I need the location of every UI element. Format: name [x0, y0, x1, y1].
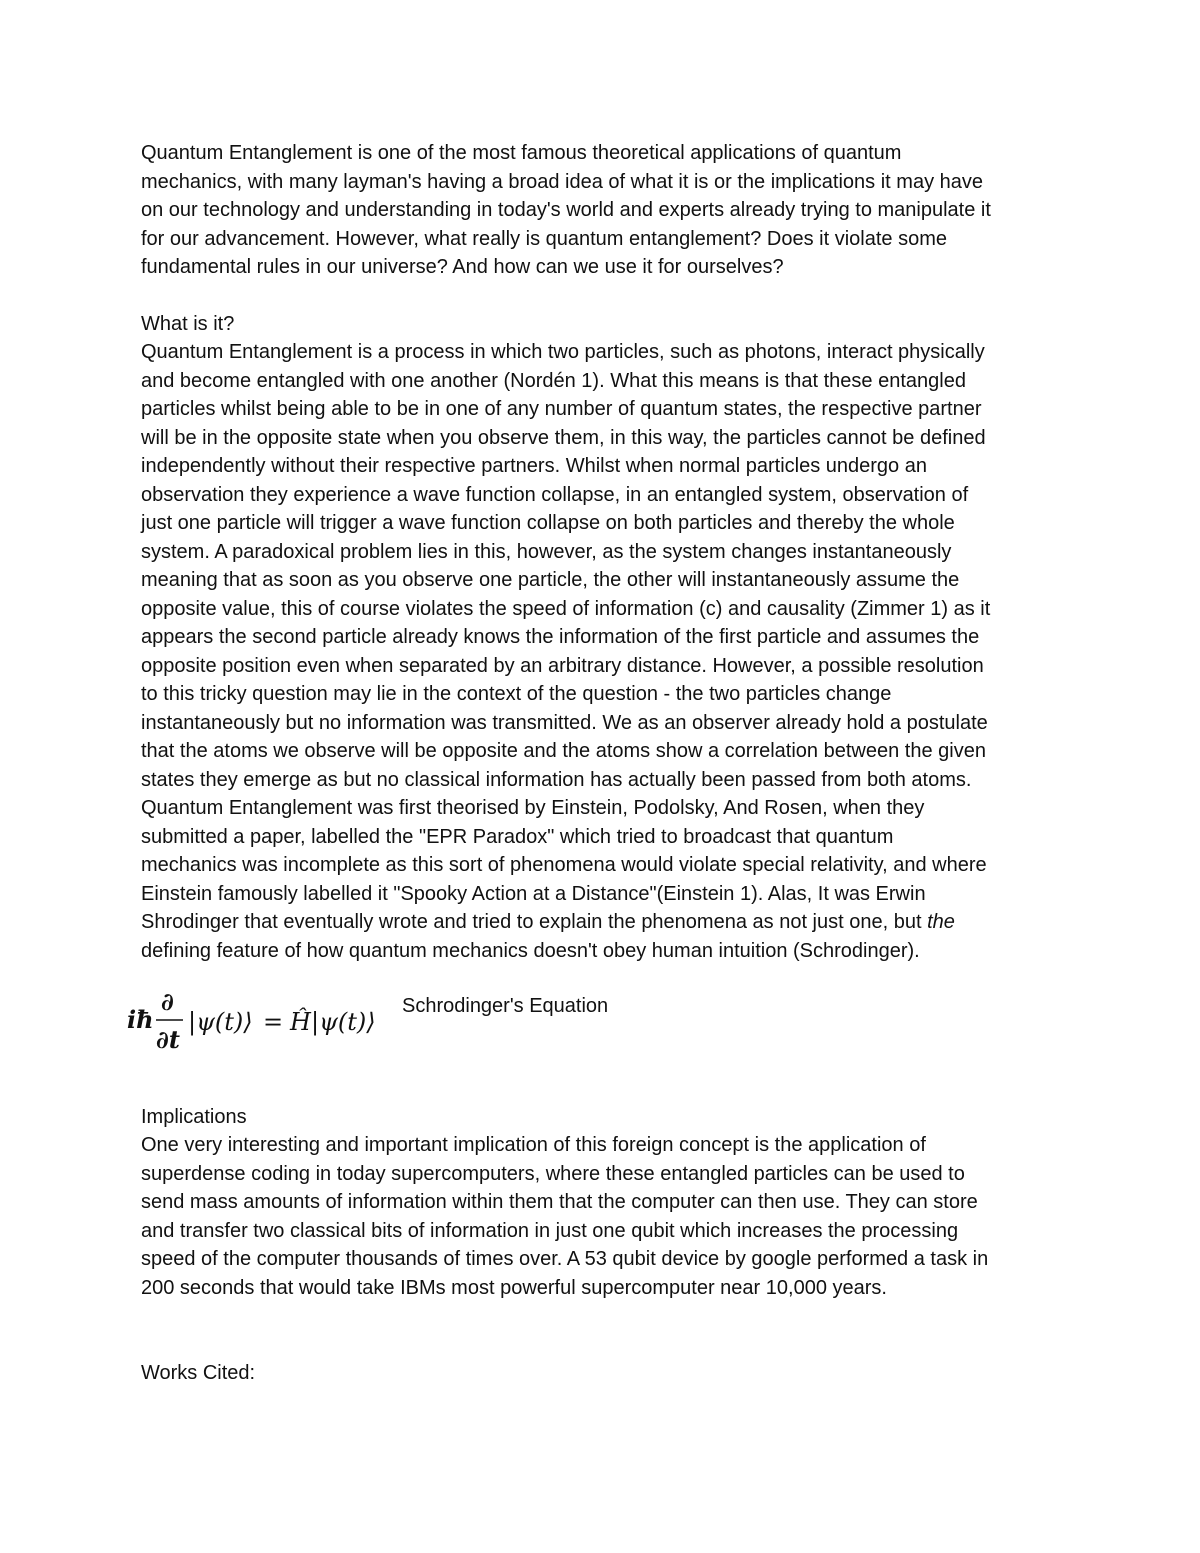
what-is-it-body-end: defining feature of how quantum mechanics doesn't obey human intuition (Schrodinger).	[141, 939, 920, 962]
section-heading-implications: Implications	[141, 1106, 247, 1128]
equation-lhs-ket: |ψ(t)⟩	[188, 1008, 253, 1036]
equation-rhs-ket: |ψ(t)⟩	[311, 1008, 376, 1036]
schrodinger-equation	[127, 982, 387, 1054]
intro-paragraph: Quantum Entanglement is one of the most famous theoretical applications of quantum mechanics, with many layman's having a broad idea of what it is or the implications it may have on our technology and understanding in today's world and experts already trying to manipulate it for our advancement. However, what really is quantum entanglement? Does it violate some fundamental rules in our universe? And how can we use it for ourselves?	[141, 142, 991, 278]
equation-partial-denominator: ∂t	[156, 1025, 180, 1054]
what-is-it-body-text: Quantum Entanglement is a process in which two particles, such as photons, interact physically and become entangled with one another (Nordén 1). What this means is that these entangled particles whilst being able to be in one of any number of quantum states, the respective partner will be in the opposite state when you observe them, in this way, the particles cannot be defined independently without their respective partners. Whilst when normal particles undergo an observation they experience a wave function collapse, in an entangled system, observation of just one particle will trigger a wave function collapse on both particles and thereby the whole system. A paradoxical problem lies in this, however, as the system changes instantaneously meaning that as soon as you observe one particle, the other will instantaneously assume the opposite value, this of course violates the speed of information (c) and causality (Zimmer 1) as it appears the second particle already knows the information of the first particle and assumes the opposite position even when separated by an arbitrary distance. However, a possible resolution to this tricky question may lie in the context of the question - the two particles change instantaneously but no information was transmitted. We as an observer already hold a postulate that the atoms we observe will be opposite and the atoms show a correlation between the given states they emerge as but no classical information has actually been passed from both atoms. Quantum Entanglement was first theorised by Einstein, Podolsky, And Rosen, when they submitted a paper, labelled the "EPR Paradox" which tried to broadcast that quantum mechanics was incomplete as this sort of phenomena would violate special relativity, and where Einstein famously labelled it "Spooky Action at a Distance"(Einstein 1). Alas, It was Erwin Shrodinger that eventually wrote and tried to explain the phenomena as not just one, but	[141, 341, 991, 933]
equation-partial-numerator: ∂	[161, 987, 174, 1016]
what-is-it-paragraph	[141, 338, 1071, 965]
section-heading-what-is-it: What is it?	[141, 313, 235, 335]
works-cited-heading: Works Cited:	[141, 1362, 256, 1384]
implications-paragraph: One very interesting and important implication of this foreign concept is the application of superdense coding in today supercomputers, where these entangled particles can be used to send mass amounts of information within them that the computer can then use. They can store and transfer two classical bits of information in just one qubit which increases the processing speed of the computer thousands of times over. A 53 qubit device by google performed a task in 200 seconds that would take IBMs most powerful supercomputer near 10,000 years.	[141, 1134, 989, 1299]
equation-caption: Schrodinger's Equation	[402, 995, 609, 1017]
equation-hamiltonian: Ĥ	[290, 1008, 311, 1036]
equation-equals: =	[263, 1008, 284, 1036]
equation-i-hbar: iħ	[127, 1005, 154, 1034]
italic-emphasis: the	[927, 911, 955, 933]
